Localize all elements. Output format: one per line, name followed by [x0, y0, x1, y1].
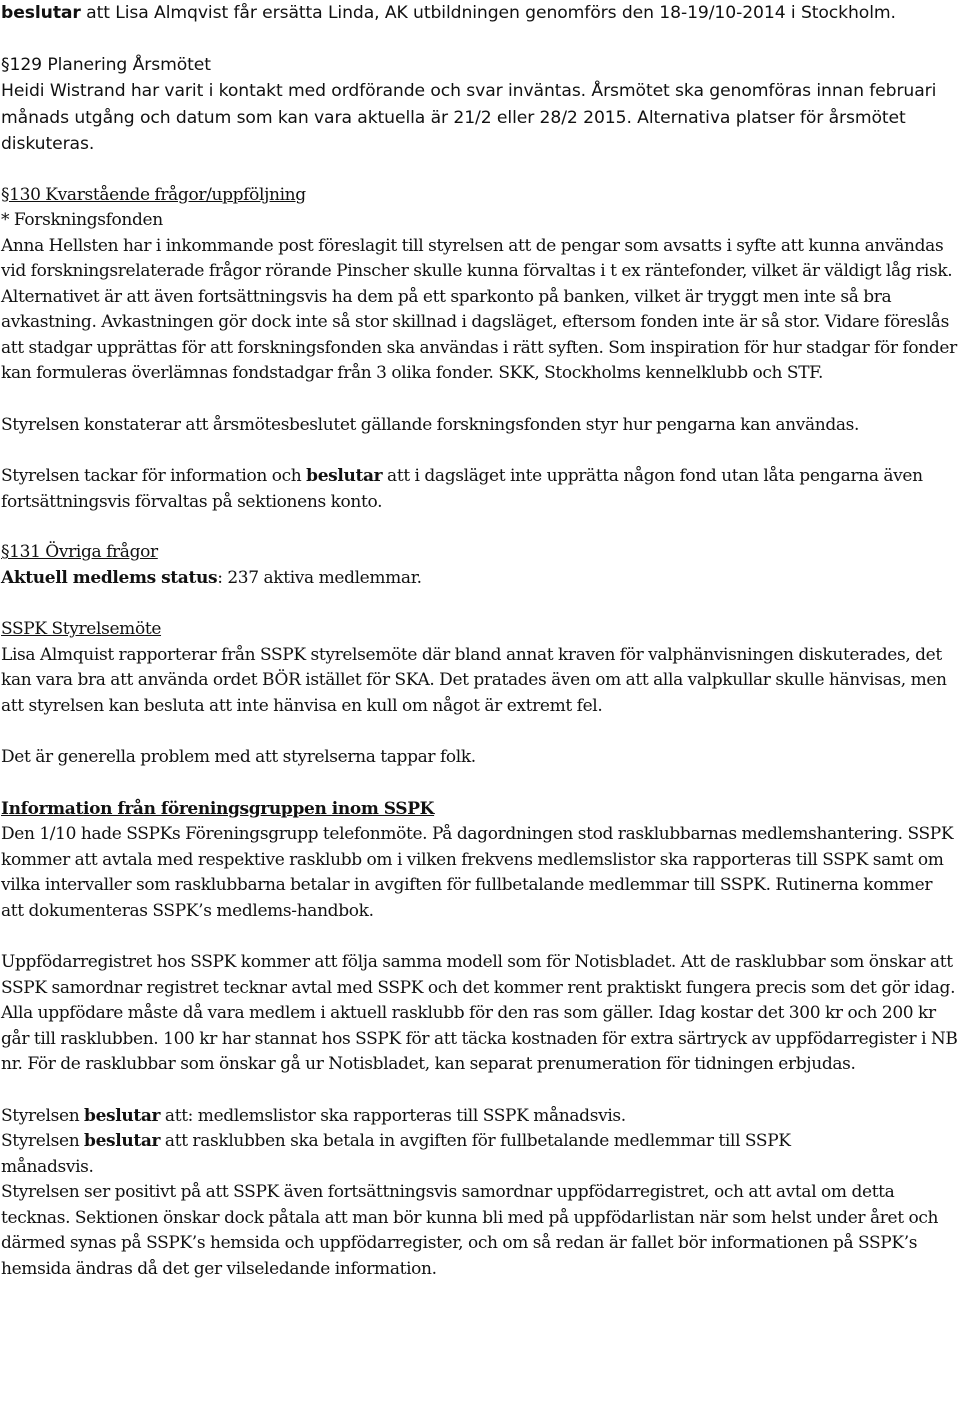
association-info-body: Den 1/10 hade SSPKs Föreningsgrupp telefonmöte. På dagordningen stod rasklubbarnas medlemshantering. SSPK kommer att avtala med respektive rasklubb om i vilken frekvens medlemslistor ska rapporteras till SSPK samt om vilka intervaller som rasklubbarna betalar in avgiften för fullbetalande medlemmar till SSPK. Rutinerna kommer att dokumenteras SSPK’s medlems-handbok. [1, 824, 954, 921]
sspk-board-heading: SSPK Styrelsemöte [1, 619, 162, 639]
section-129 [1, 52, 951, 158]
decision-prefix: Styrelsen tackar för information och [1, 466, 307, 486]
intro-bold: beslutar [1, 3, 81, 23]
board-decision-1 [1, 1104, 959, 1130]
decision-2-bold: beslutar [84, 1131, 161, 1151]
intro-text: att Lisa Almqvist får ersätta Linda, AK utbildningen genomförs den 18-19/10-2014 i Stockholm. [80, 3, 896, 23]
decision-1-bold: beslutar [84, 1105, 161, 1126]
section-130-decision [1, 464, 959, 515]
member-status-label: Aktuell medlems status [1, 567, 218, 588]
association-info-heading: Information från föreningsgruppen inom SSPK [1, 798, 435, 819]
board-decision-2 [1, 1129, 881, 1180]
member-status-value: : 237 aktiva medlemmar. [217, 567, 422, 588]
decision-1-prefix: Styrelsen [1, 1105, 85, 1126]
decision-bold: beslutar [306, 466, 383, 486]
section-131-heading: §131 Övriga frågor [1, 542, 158, 562]
decision-1-suffix: att: medlemslistor ska rapporteras till SSPK månadsvis. [160, 1105, 626, 1126]
section-129-heading: §129 Planering Årsmötet [1, 54, 211, 75]
decision-suffix: att i dagsläget inte upprätta någon fond utan låta pengarna även fortsättningsvis förvaltas på sektionens konto. [1, 466, 923, 512]
section-131 [1, 540, 959, 1282]
member-status [1, 566, 959, 592]
board-positive-statement: Styrelsen ser positivt på att SSPK även fortsättningsvis samordnar uppfödarregistret, och att avtal om detta tecknas. Sektionen önskar dock påtala att man bör kunna bli med på uppfödarlistan när som helst under året och därmed synas på SSPK’s hemsida och uppfödarregister, och om så redan är fallet bör informationen på SSPK’s hemsida ändras då det ger vilseledande information. [1, 1182, 939, 1279]
section-129-body: Heidi Wistrand har varit i kontakt med ordförande och svar inväntas. Årsmötet ska genomföras innan februari månads utgång och datum som kan vara aktuella är 21/2 eller 28/2 2015. Alternativa platser för årsmötet diskuteras. [1, 81, 937, 154]
decision-2-prefix: Styrelsen [1, 1131, 85, 1151]
problem-statement: Det är generella problem med att styrelserna tappar folk. [1, 747, 476, 767]
decision-2-suffix: att rasklubben ska betala in avgiften för fullbetalande medlemmar till SSPK månadsvis. [1, 1131, 791, 1177]
section-130 [1, 183, 959, 516]
section-130-heading: §130 Kvarstående frågor/uppföljning [1, 184, 306, 205]
sspk-board-body: Lisa Almquist rapporterar från SSPK styrelsemöte där bland annat kraven för valphänvisningen diskuterades, det kan vara bra att använda ordet BÖR istället för SKA. Det pratades även om att alla valpkullar skulle hänvisas, men att styrelsen kan besluta att inte hänvisa en kull om något är extremt fel. [1, 644, 947, 716]
breeder-register-body: Uppfödarregistret hos SSPK kommer att följa samma modell som för Notisbladet. Att de rasklubbar som önskar att SSPK samordnar registret tecknar avtal med SSPK och det kommer rent praktiskt fungera precis som det gör idag. Alla uppfödare måste då vara medlem i aktuell rasklubb för den ras som gäller. Idag kostar det 300 kr och 200 kr går till rasklubben. 100 kr har stannat hos SSPK för att täcka kostnaden för extra särtryck av uppfödarregister i NB nr. För de rasklubbar som önskar gå ur Notisbladet, kan separat prenumeration för tidningen erbjudas. [1, 952, 958, 1074]
section-130-subheading: * Forskningsfonden [1, 210, 163, 230]
section-130-conclusion: Styrelsen konstaterar att årsmötesbeslutet gällande forskningsfonden styr hur pengarna kan användas. [1, 414, 860, 435]
intro-paragraph [1, 0, 901, 27]
section-130-body: Anna Hellsten har i inkommande post föreslagit till styrelsen att de pengar som avsatts i syfte att kunna användas vid forskningsrelaterade frågor rörande Pinscher skulle kunna förvaltas i t ex räntefonder, vilket är väldigt låg risk. Alternativet är att även fortsättningsvis ha dem på ett sparkonto på banken, vilket är tryggt men inte så bra avkastning. Avkastningen gör dock inte så stor skillnad i dagsläget, eftersom fonden inte är så stor. Vidare föreslås att stadgar upprättas för att forskningsfonden ska användas i rätt syften. Som inspiration för hur stadgar för fonder kan formuleras överlämnas fondstadgar från 3 olika fonder. SKK, Stockholms kennelklubb och STF. [1, 235, 957, 383]
